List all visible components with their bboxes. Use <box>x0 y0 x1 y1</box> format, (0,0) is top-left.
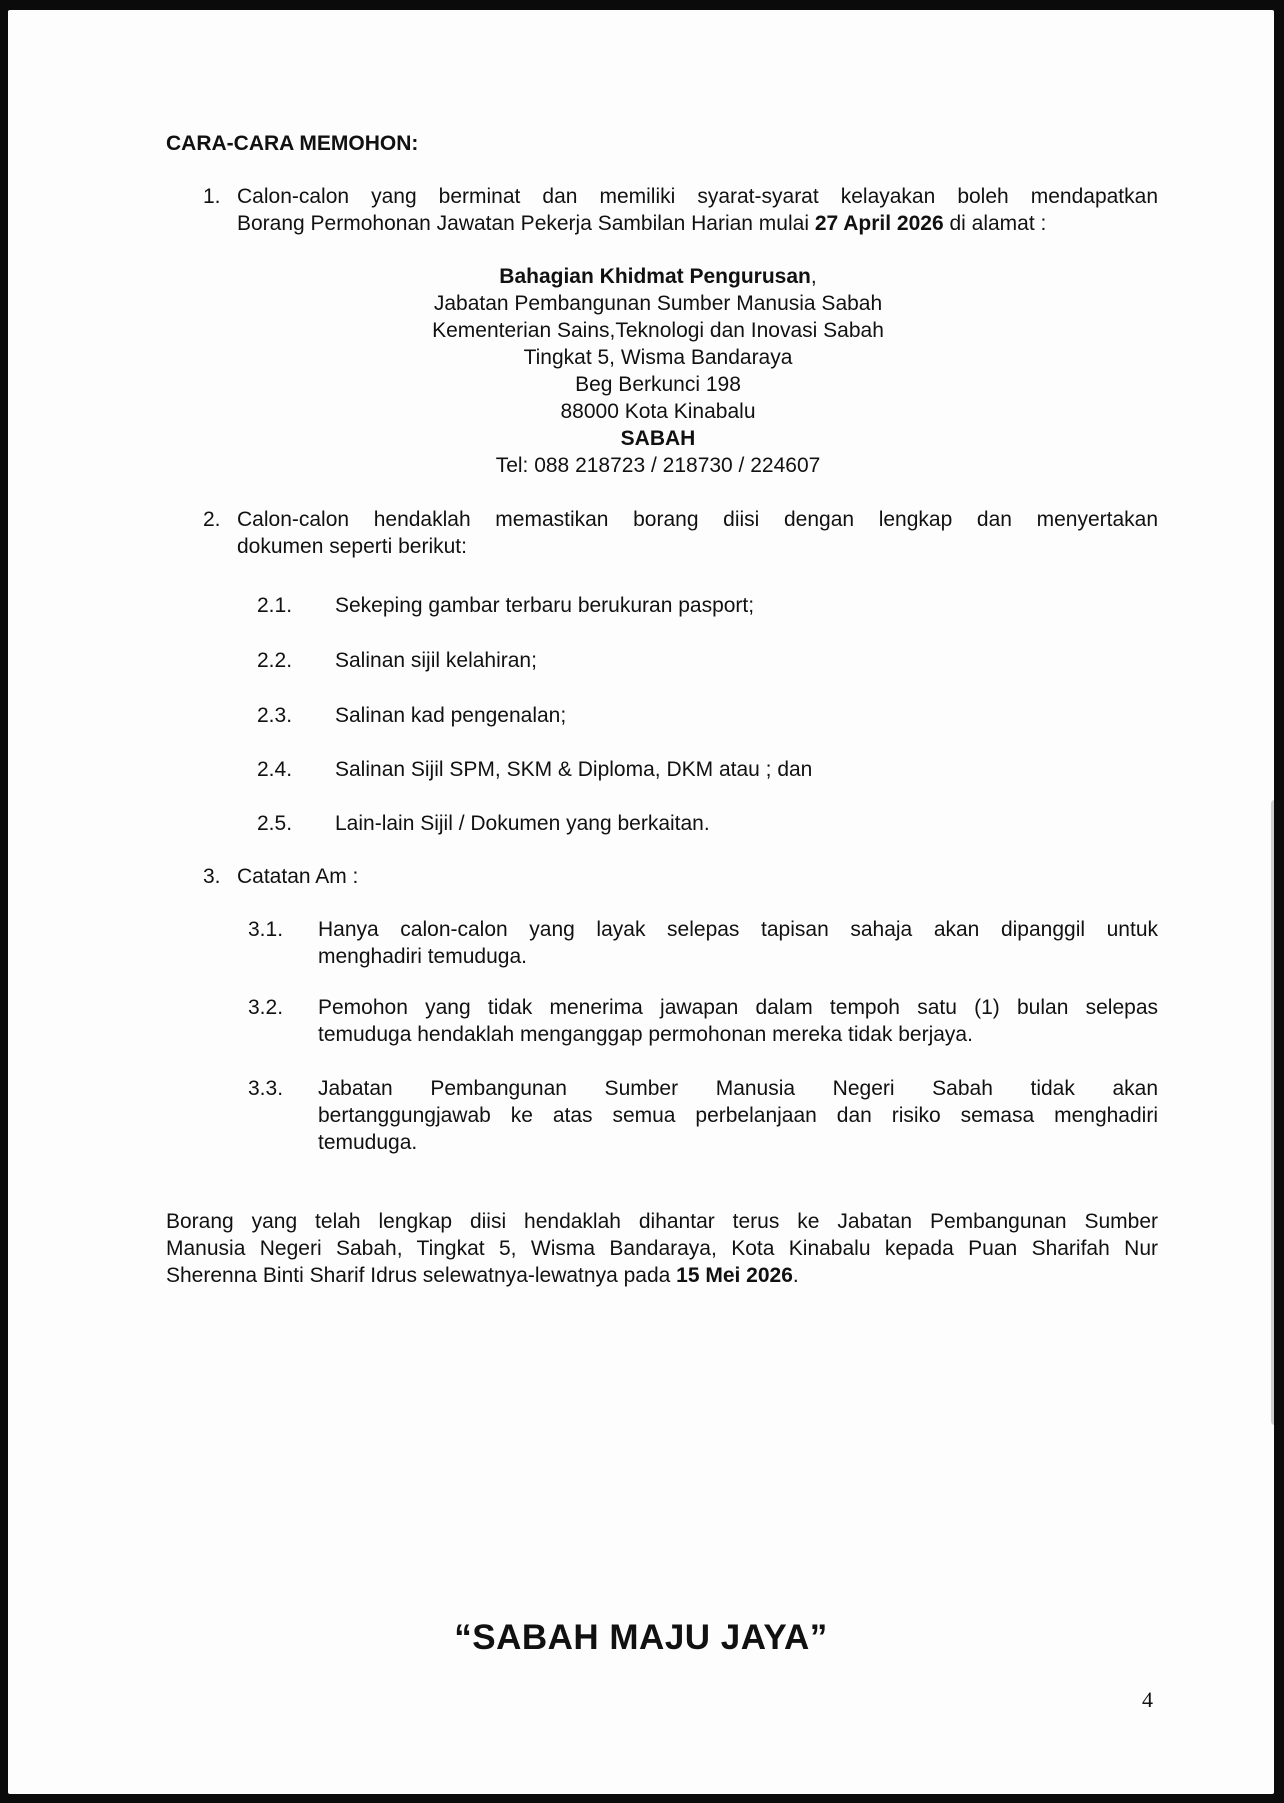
note-text <box>318 1075 1158 1156</box>
item-1-line-1: Calon-calon yang berminat dan memiliki syarat-syarat kelayakan boleh mendapatkan <box>237 185 1158 208</box>
subitem-text: Salinan Sijil SPM, SKM & Diploma, DKM atau ; dan <box>335 758 813 781</box>
item-3-title: Catatan Am : <box>237 865 359 888</box>
subitem-text: Salinan sijil kelahiran; <box>335 649 537 672</box>
subitem-text: Lain-lain Sijil / Dokumen yang berkaitan. <box>335 812 710 835</box>
address-department-comma: , <box>810 265 817 288</box>
subitem-number: 2.5. <box>257 812 293 835</box>
address-department <box>350 263 966 290</box>
address-line-4: Tingkat 5, Wisma Bandaraya <box>523 346 793 369</box>
item-2-number: 2. <box>203 508 221 531</box>
note-line: menghadiri temuduga. <box>318 945 527 968</box>
deadline-date: 15 Mei 2026 <box>676 1264 793 1287</box>
closing-paragraph <box>166 1208 1158 1289</box>
note-line: temuduga. <box>318 1131 418 1154</box>
application-open-date: 27 April 2026 <box>814 212 944 235</box>
address-line-5: Beg Berkunci 198 <box>575 373 741 396</box>
note-text <box>318 916 1158 970</box>
note-number: 3.2. <box>248 996 284 1019</box>
item-2-line-1: Calon-calon hendaklah memastikan borang diisi dengan lengkap dan menyertakan <box>237 508 1158 531</box>
item-1-number: 1. <box>203 185 221 208</box>
closing-line-3-end: . <box>792 1264 799 1287</box>
page-number: 4 <box>1142 1687 1153 1712</box>
section-heading: CARA-CARA MEMOHON: <box>166 132 419 155</box>
note-number: 3.3. <box>248 1077 284 1100</box>
subitem-text: Sekeping gambar terbaru berukuran pasport; <box>335 594 755 617</box>
note-text <box>318 994 1158 1048</box>
closing-line-3 <box>166 1262 1158 1289</box>
note-line: bertanggungjawab ke atas semua perbelanjaan dan risiko semasa menghadiri <box>318 1104 1158 1127</box>
closing-line-2: Manusia Negeri Sabah, Tingkat 5, Wisma Bandaraya, Kota Kinabalu kepada Puan Sharifah Nur <box>166 1237 1158 1260</box>
item-1-text <box>237 183 1158 237</box>
address-telephone: Tel: 088 218723 / 218730 / 224607 <box>495 454 821 477</box>
document-page <box>8 10 1274 1794</box>
item-3-number: 3. <box>203 865 221 888</box>
note-line: temuduga hendaklah menganggap permohonan mereka tidak berjaya. <box>318 1023 973 1046</box>
item-1-line-2-start: Borang Permohonan Jawatan Pekerja Sambilan Harian mulai <box>237 212 815 235</box>
address-line-6: 88000 Kota Kinabalu <box>560 400 756 423</box>
note-line: Pemohon yang tidak menerima jawapan dalam tempoh satu (1) bulan selepas <box>318 996 1158 1019</box>
note-line: Hanya calon-calon yang layak selepas tapisan sahaja akan dipanggil untuk <box>318 918 1158 941</box>
item-1-line-2 <box>237 210 1158 237</box>
note-number: 3.1. <box>248 918 284 941</box>
subitem-number: 2.4. <box>257 758 293 781</box>
item-2-line-2: dokumen seperti berikut: <box>237 535 467 558</box>
subitem-number: 2.3. <box>257 704 293 727</box>
item-1-line-2-end: di alamat : <box>943 212 1047 235</box>
motto: “SABAH MAJU JAYA” <box>454 1618 828 1657</box>
note-line: Jabatan Pembangunan Sumber Manusia Negeri Sabah tidak akan <box>318 1077 1158 1100</box>
address-state: SABAH <box>620 427 696 450</box>
vertical-scrollbar[interactable] <box>1271 800 1274 1425</box>
subitem-number: 2.1. <box>257 594 293 617</box>
closing-line-1: Borang yang telah lengkap diisi hendaklah dihantar terus ke Jabatan Pembangunan Sumber <box>166 1210 1158 1233</box>
address-block <box>350 263 966 479</box>
address-department-name: Bahagian Khidmat Pengurusan <box>499 265 811 288</box>
subitem-text: Salinan kad pengenalan; <box>335 704 567 727</box>
closing-line-3-start: Sherenna Binti Sharif Idrus selewatnya-lewatnya pada <box>166 1264 677 1287</box>
document-body <box>8 10 1274 1794</box>
address-line-2: Jabatan Pembangunan Sumber Manusia Sabah <box>433 292 883 315</box>
subitem-number: 2.2. <box>257 649 293 672</box>
address-line-3: Kementerian Sains,Teknologi dan Inovasi Sabah <box>432 319 884 342</box>
item-2-text <box>237 506 1158 560</box>
